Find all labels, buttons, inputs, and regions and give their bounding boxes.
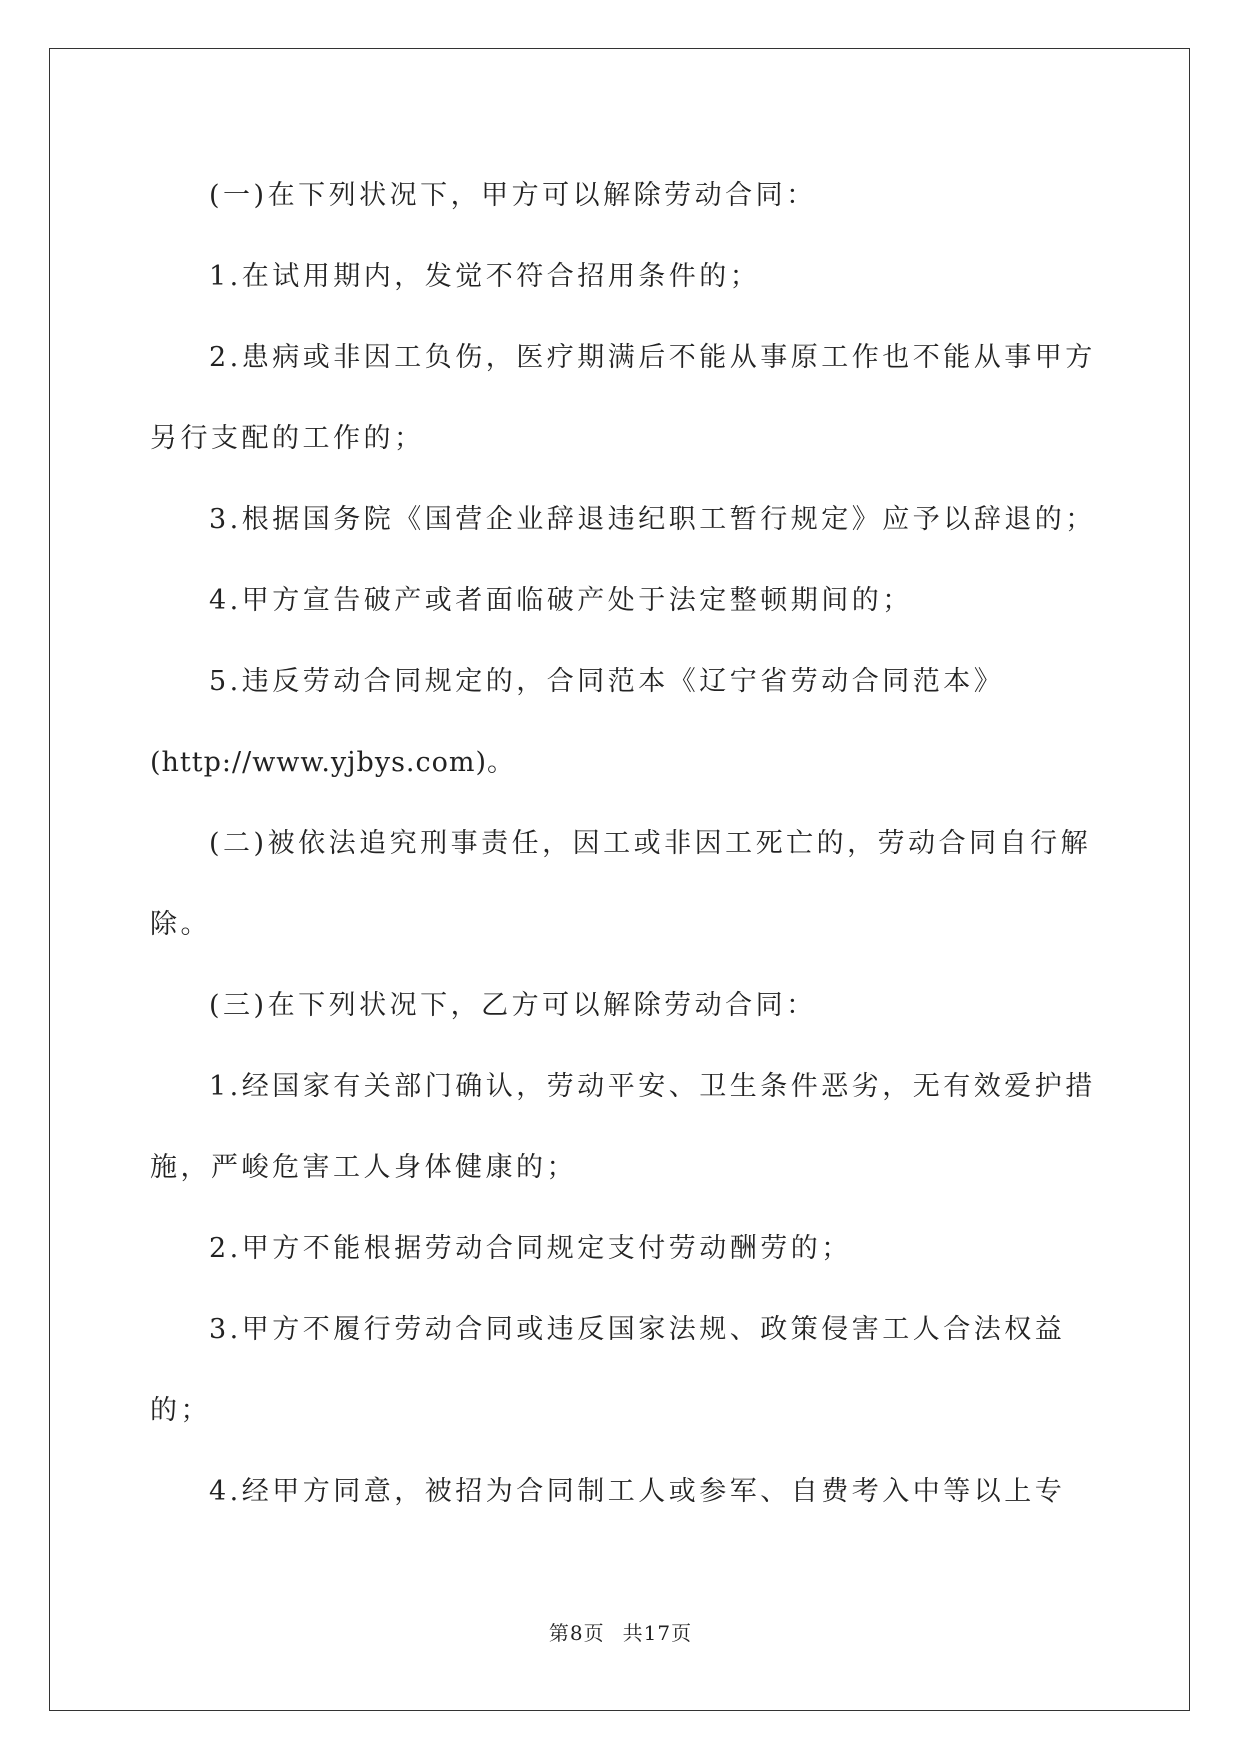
paragraph: 5.违反劳动合同规定的，合同范本《辽宁省劳动合同范本》 bbox=[209, 666, 1005, 697]
paragraph: (二)被依法追究刑事责任，因工或非因工死亡的，劳动合同自行解除。 bbox=[150, 828, 1092, 940]
document-body bbox=[150, 155, 1100, 1532]
paragraph: (三)在下列状况下，乙方可以解除劳动合同： bbox=[209, 990, 817, 1021]
url-text: (http://www.yjbys.com)。 bbox=[150, 747, 516, 778]
total-pages: 共17页 bbox=[622, 1621, 693, 1645]
paragraph: 2.患病或非因工负伤，医疗期满后不能从事原工作也不能从事甲方另行支配的工作的； bbox=[150, 342, 1096, 454]
paragraph: 4.甲方宣告破产或者面临破产处于法定整顿期间的； bbox=[209, 585, 913, 616]
paragraph: 2.甲方不能根据劳动合同规定支付劳动酬劳的； bbox=[209, 1233, 852, 1264]
paragraph: 1.在试用期内，发觉不符合招用条件的； bbox=[209, 261, 761, 292]
page-footer bbox=[0, 1617, 1241, 1646]
paragraph: (一)在下列状况下，甲方可以解除劳动合同： bbox=[209, 180, 817, 211]
paragraph: 1.经国家有关部门确认，劳动平安、卫生条件恶劣，无有效爱护措施，严峻危害工人身体健康的； bbox=[150, 1071, 1096, 1183]
current-page-number: 第8页 bbox=[548, 1621, 605, 1645]
paragraph: 4.经甲方同意，被招为合同制工人或参军、自费考入中等以上专 bbox=[209, 1476, 1066, 1507]
paragraph: 3.根据国务院《国营企业辞退违纪职工暂行规定》应予以辞退的； bbox=[209, 504, 1096, 535]
paragraph: 3.甲方不履行劳动合同或违反国家法规、政策侵害工人合法权益的； bbox=[150, 1314, 1066, 1426]
